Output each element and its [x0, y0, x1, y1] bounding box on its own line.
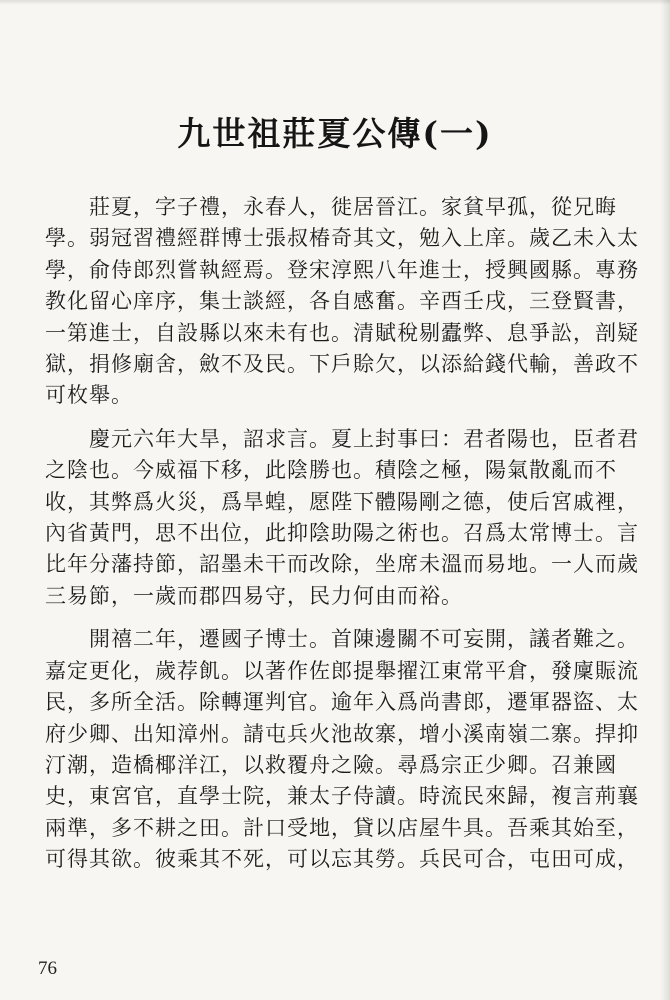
text-line: 開禧二年，遷國子博士。首陳邊關不可妄開，議者難之。 [45, 627, 639, 652]
text-line: 兩準，多不耕之田。計口受地，貸以店屋牛具。吾乘其始至， [45, 815, 639, 840]
text-line: 收，其弊爲火災，爲旱蝗，愿陛下體陽剛之德，使后宮戚裡， [45, 489, 639, 514]
page-title: 九世祖莊夏公傳(一) [177, 114, 493, 153]
page-number: 76 [38, 958, 57, 979]
text-line: 內省黃門，思不出位，此抑陰助陽之術也。召爲太常博士。言 [45, 521, 639, 546]
text-line: 可枚舉。 [45, 383, 133, 408]
text-line: 慶元六年大旱，詔求言。夏上封事曰：君者陽也，臣者君 [45, 426, 639, 451]
text-line: 三易節，一歲而郡四易守，民力何由而裕。 [45, 583, 463, 608]
text-line: 嘉定更化，歲荐飢。以著作佐郎提舉擢江東常平倉，發廩賑流 [45, 658, 639, 683]
text-line: 教化留心庠序，集士談經，各自感奮。辛酉壬戌，三登賢書， [45, 289, 639, 314]
text-line: 可得其欲。彼乘其不死，可以忘其勞。兵民可合，屯田可成， [45, 847, 639, 872]
text-line: 學，俞侍郎烈嘗執經焉。登宋淳熙八年進士，授興國縣。專務 [45, 257, 639, 282]
text-line: 獄，捐修廟舍，斂不及民。下戶賒欠，以添給錢代輸，善政不 [45, 352, 639, 377]
paragraph-1 [45, 192, 639, 412]
text-line: 民，多所全活。除轉運判官。逾年入爲尚書郎，遷軍器盜、太 [45, 690, 639, 715]
page-top-edge [0, 0, 670, 5]
text-line: 汀潮，造橋椰洋江，以救覆舟之險。尋爲宗正少卿。召兼國 [45, 752, 617, 777]
text-line: 之陰也。今威福下移，此陰勝也。積陰之極，陽氣散亂而不 [45, 458, 617, 483]
text-line: 府少卿、出知漳州。請屯兵火池故寨，增小溪南嶺二寨。捍抑 [45, 721, 639, 746]
text-line: 一第進士，自設縣以來未有也。清賦稅剔蠹弊、息爭訟，剖疑 [45, 320, 639, 345]
text-line: 莊夏，字子禮，永春人，徙居晉江。家貧早孤，從兄晦 [45, 195, 617, 219]
text-line: 史，東宮官，直學士院，兼太子侍讀。時流民來歸，複言荊襄 [45, 784, 639, 809]
paragraph-3 [45, 624, 639, 875]
body-text [45, 192, 639, 888]
text-line: 比年分藩持節，詔墨未干而改除，坐席未溫而易地。一人而歲 [45, 552, 639, 577]
paragraph-2 [45, 424, 639, 612]
text-line: 學。弱冠習禮經群博士張叔椿奇其文，勉入上庠。歲乙未入太 [45, 226, 639, 251]
